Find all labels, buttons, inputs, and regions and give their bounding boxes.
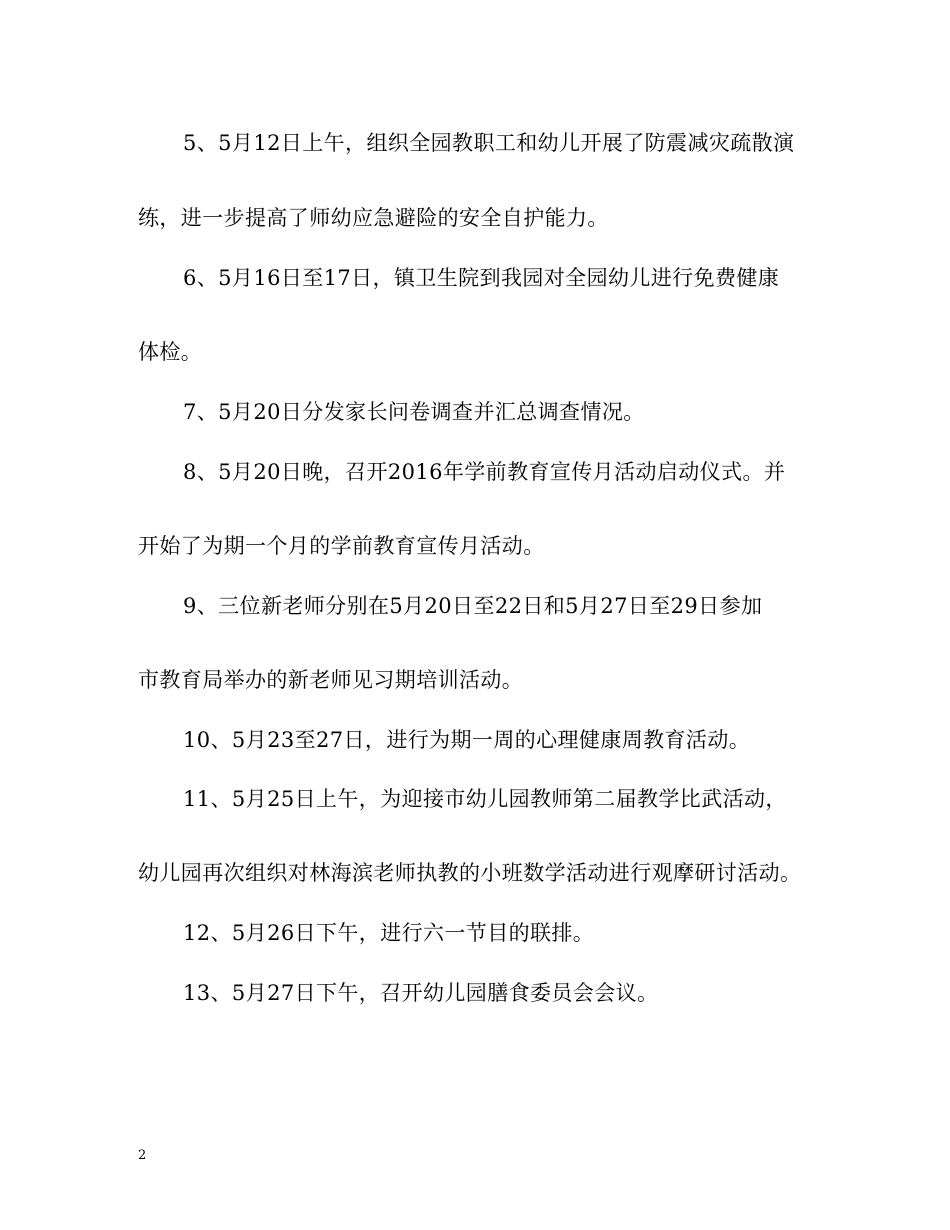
paragraph-9-line-1: 9、三位新老师分别在5月20日至22日和5月27日至29日参加 [183,594,763,618]
page-number: 2 [138,1148,147,1163]
paragraph-10-line-1: 10、5月23至27日，进行为期一周的心理健康周教育活动。 [183,728,751,752]
paragraph-12-line-1: 12、5月26日下午，进行六一节目的联排。 [183,921,595,945]
paragraph-6-line-2: 体检。 [138,340,203,364]
paragraph-5-line-1: 5、5月12日上午，组织全园教职工和幼儿开展了防震减灾疏散演 [183,131,795,155]
paragraph-13-line-1: 13、5月27日下午，召开幼儿园膳食委员会会议。 [183,981,659,1005]
paragraph-5-line-2: 练，进一步提高了师幼应急避险的安全自护能力。 [138,206,609,230]
paragraph-6-line-1: 6、5月16日至17日，镇卫生院到我园对全园幼儿进行免费健康 [183,266,780,290]
paragraph-8-line-1: 8、5月20日晚，召开2016年学前教育宣传月活动启动仪式。并 [183,460,786,484]
paragraph-7-line-1: 7、5月20日分发家长问卷调查并汇总调查情况。 [183,400,645,424]
paragraph-11-line-2: 幼儿园再次组织对林海滨老师执教的小班数学活动进行观摩研讨活动。 [138,861,802,885]
paragraph-8-line-2: 开始了为期一个月的学前教育宣传月活动。 [138,534,545,558]
paragraph-9-line-2: 市教育局举办的新老师见习期培训活动。 [138,668,524,692]
paragraph-11-line-1: 11、5月25日上午，为迎接市幼儿园教师第二届教学比武活动， [183,787,787,811]
